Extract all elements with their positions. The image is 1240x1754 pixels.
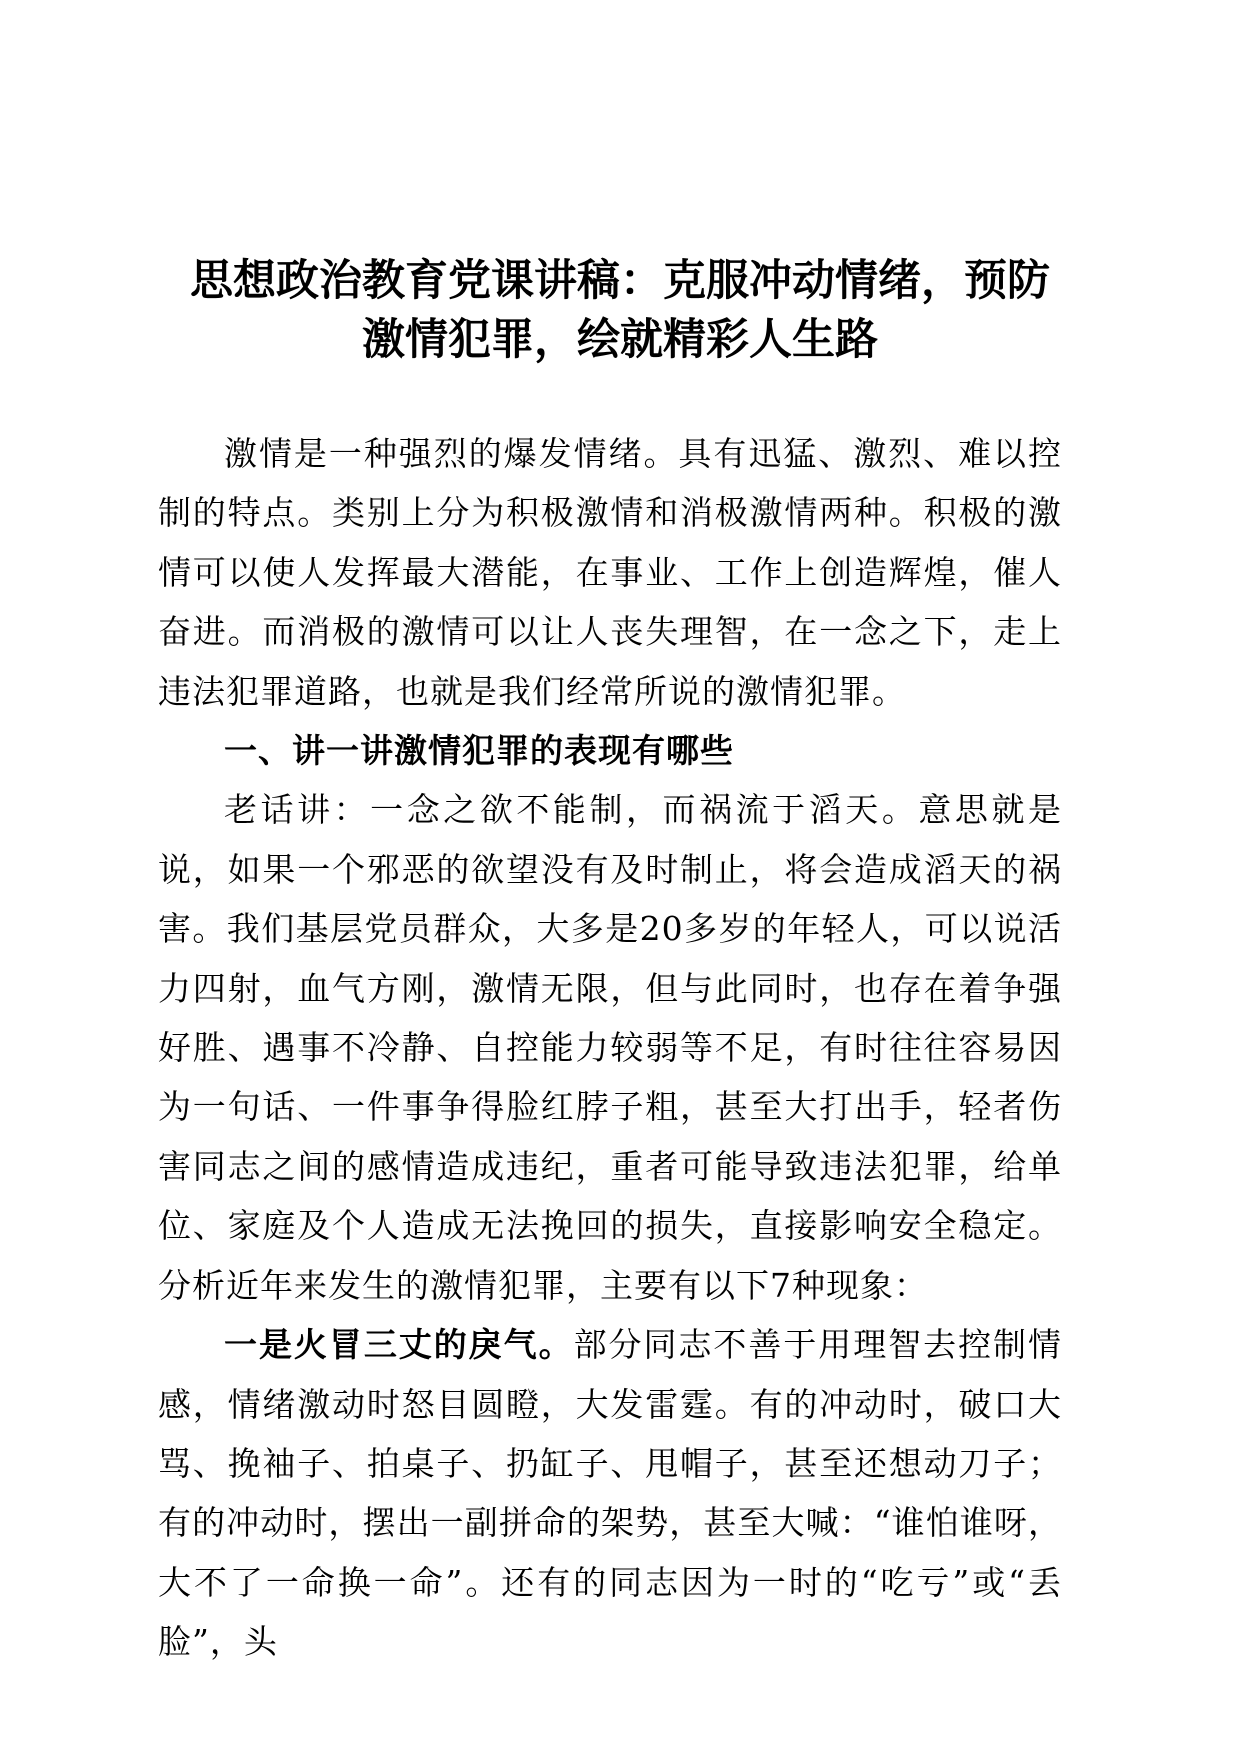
point-1-body: 部分同志不善于用理智去控制情感，情绪激动时怒目圆瞪，大发雷霆。有的冲动时，破口大骂、挽袖子、拍桌子、扔缸子、甩帽子，甚至还想动刀子；有的冲动时，摆出一副拼命的架势，甚至大喊：“谁怕谁呀，大不了一命换一命”。还有的同志因为一时的“吃亏”或“丢脸”，头 xyxy=(158,1325,1063,1662)
document-title xyxy=(150,252,1090,370)
intro-paragraph: 激情是一种强烈的爆发情绪。具有迅猛、激烈、难以控制的特点。类别上分为积极激情和消极激情两种。积极的激情可以使人发挥最大潜能，在事业、工作上创造辉煌，催人奋进。而消极的激情可以让人丧失理智，在一念之下，走上违法犯罪道路，也就是我们经常所说的激情犯罪。 xyxy=(158,434,1062,711)
point-1-paragraph xyxy=(158,1315,1062,1671)
point-1-lead: 一是火冒三丈的戾气。 xyxy=(224,1325,574,1365)
section-heading-1: 一、讲一讲激情犯罪的表现有哪些 xyxy=(224,731,734,771)
title-line-1: 思想政治教育党课讲稿：克服冲动情绪，预防 xyxy=(190,256,1050,306)
section-1-paragraph: 老话讲：一念之欲不能制，而祸流于滔天。意思就是说，如果一个邪恶的欲望没有及时制止，将会造成滔天的祸害。我们基层党员群众，大多是20多岁的年轻人，可以说活力四射，血气方刚，激情无限，但与此同时，也存在着争强好胜、遇事不冷静、自控能力较弱等不足，有时往往容易因为一句话、一件事争得脸红脖子粗，甚至大打出手，轻者伤害同志之间的感情造成违纪，重者可能导致违法犯罪，给单位、家庭及个人造成无法挽回的损失，直接影响安全稳定。分析近年来发生的激情犯罪，主要有以下7种现象： xyxy=(158,790,1062,1305)
document-body xyxy=(158,424,1062,1672)
title-line-2: 激情犯罪，绘就精彩人生路 xyxy=(362,315,878,365)
